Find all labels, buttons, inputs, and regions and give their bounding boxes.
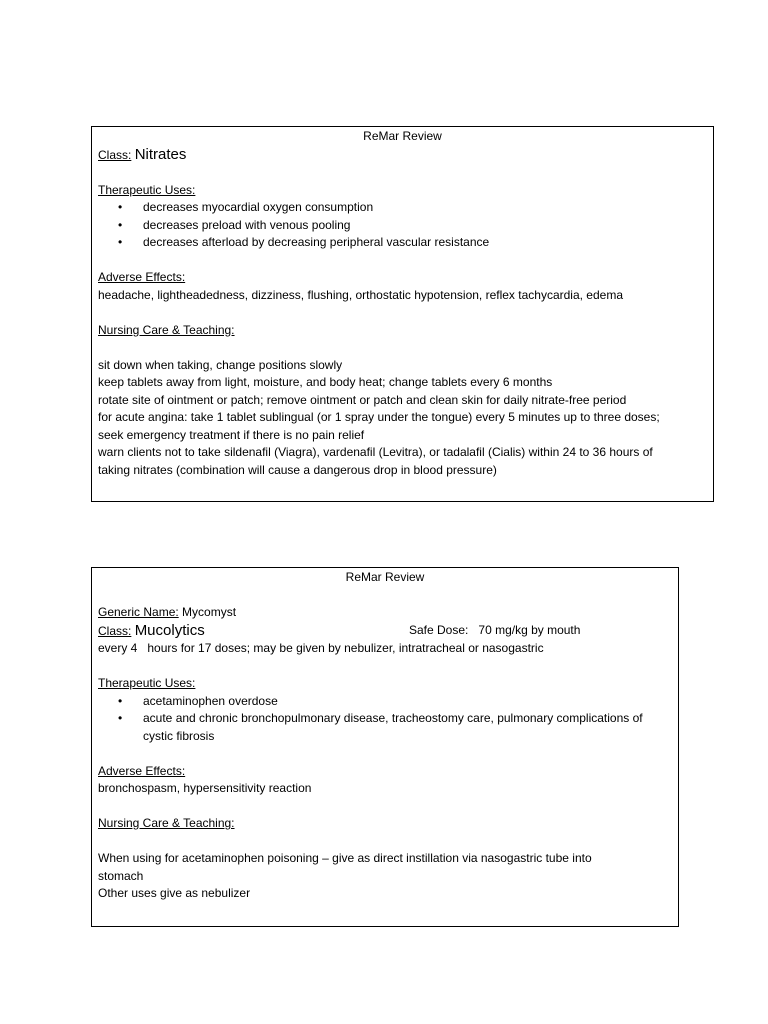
nursing-line: sit down when taking, change positions slowly [98, 357, 343, 372]
class-row [98, 622, 672, 641]
nursing-care-heading: Nursing Care & Teaching: [98, 322, 235, 337]
nursing-line: for acute angina: take 1 tablet sublingual (or 1 spray under the tongue) every 5 minutes up to three doses; [98, 410, 660, 424]
card-header: ReMar Review [363, 129, 442, 143]
drug-card-mucolytics [91, 567, 679, 927]
generic-name-value: Mycomyst [182, 605, 237, 619]
therapeutic-uses-list [98, 199, 707, 252]
therapeutic-uses-heading: Therapeutic Uses: [98, 182, 196, 197]
class-value: Mucolytics [134, 621, 205, 639]
nursing-line: seek emergency treatment if there is no pain relief [98, 427, 365, 442]
nursing-line: rotate site of ointment or patch; remove ointment or patch and clean skin for daily nitrate-free period [98, 392, 627, 407]
generic-name-row [98, 604, 672, 622]
list-item: • decreases afterload by decreasing peripheral vascular resistance [143, 234, 707, 252]
safe-dose-label: Safe Dose: [409, 622, 469, 637]
class-label: Class: [98, 623, 132, 638]
list-item: • decreases myocardial oxygen consumption [143, 199, 707, 217]
adverse-effects-heading: Adverse Effects: [98, 763, 186, 778]
adverse-effects-text: headache, lightheadedness, dizziness, flushing, orthostatic hypotension, reflex tachycardia, edema [98, 287, 623, 302]
therapeutic-uses-list [98, 693, 672, 746]
list-item: • decreases preload with venous pooling [143, 217, 707, 235]
dose-continuation: every 4 hours for 17 doses; may be given by nebulizer, intratracheal or nasogastric [98, 641, 544, 655]
nursing-line: warn clients not to take sildenafil (Viagra), vardenafil (Levitra), or tadalafil (Cialis) within 24 to 36 hours of [98, 445, 653, 459]
generic-name-label: Generic Name: [98, 605, 179, 619]
class-row [98, 146, 707, 165]
therapeutic-uses-heading: Therapeutic Uses: [98, 676, 196, 690]
nursing-line: keep tablets away from light, moisture, and body heat; change tablets every 6 months [98, 375, 553, 389]
safe-dose [409, 622, 580, 640]
adverse-effects-text: bronchospasm, hypersensitivity reaction [98, 781, 312, 795]
nursing-line: Other uses give as nebulizer [98, 886, 251, 900]
safe-dose-value: 70 mg/kg by mouth [478, 622, 581, 637]
drug-card-nitrates [91, 126, 714, 502]
nursing-line: taking nitrates (combination will cause a dangerous drop in blood pressure) [98, 462, 497, 477]
class-value: Nitrates [134, 145, 187, 163]
card-header: ReMar Review [345, 570, 425, 584]
list-item: • acute and chronic bronchopulmonary disease, tracheostomy care, pulmonary complications of cystic fibrosis [143, 710, 663, 745]
class-label: Class: [98, 147, 132, 162]
nursing-line: When using for acetaminophen poisoning – give as direct instillation via nasogastric tube into [98, 851, 592, 865]
adverse-effects-heading: Adverse Effects: [98, 270, 186, 284]
nursing-line: stomach [98, 868, 144, 883]
nursing-care-heading: Nursing Care & Teaching: [98, 816, 235, 830]
list-item: • acetaminophen overdose [143, 693, 672, 711]
